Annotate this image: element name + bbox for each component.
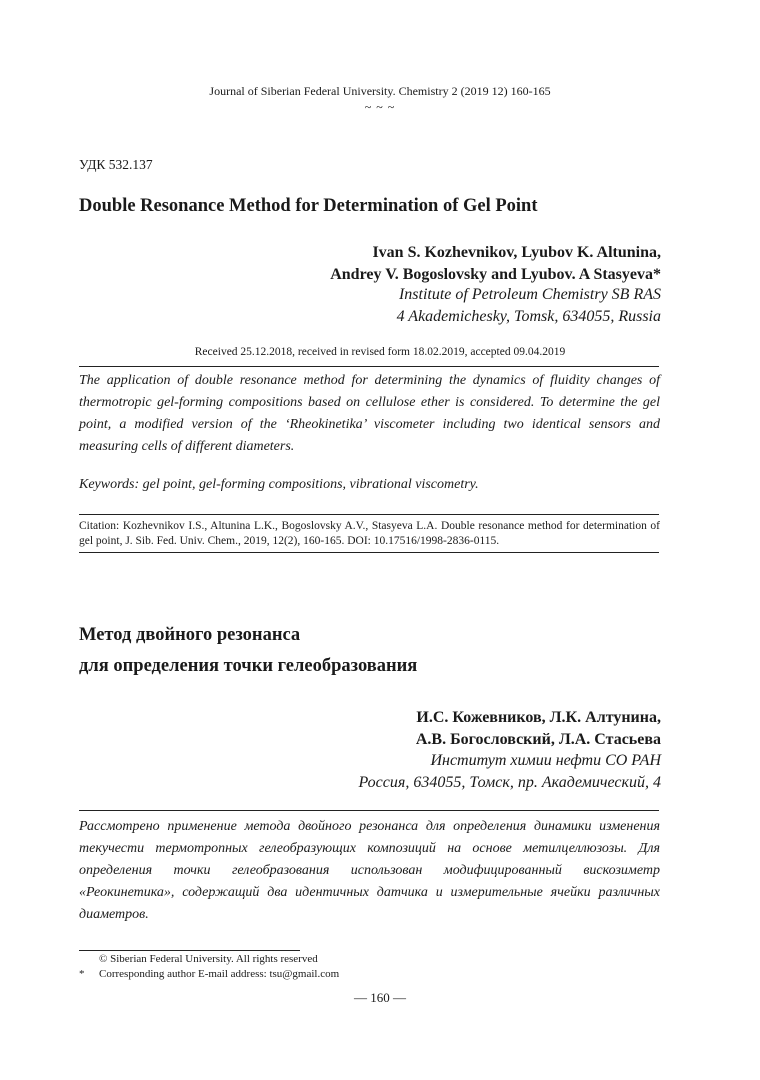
affiliation-en bbox=[397, 284, 661, 327]
affiliation-ru bbox=[358, 750, 661, 793]
abstract-ru: Рассмотрено применение метода двойного резонанса для определения динамики изменения текучести термотропных гелеобразующих композиций на основе метилцеллюзозы. Для определения точки гелеобразования использован модифицированный вискозиметр «Реокинетика», содержащий два идентичных датчика и измерительные ячейки различных диаметров. bbox=[79, 819, 660, 922]
authors-ru bbox=[416, 707, 661, 750]
authors-en bbox=[330, 242, 661, 285]
authors-en-line-1: Ivan S. Kozhevnikov, Lyubov K. Altunina, bbox=[372, 244, 661, 261]
citation: Citation: Kozhevnikov I.S., Altunina L.K., Bogoslovsky A.V., Stasyeva L.A. Double resonance method for determination of gel point, J. Sib. Fed. Univ. Chem., 2019, 12(2), 160-165. DOI: 10.17516/1998-2836-0115. bbox=[79, 520, 660, 547]
divider bbox=[79, 552, 659, 553]
abstract-en: The application of double resonance method for determining the dynamics of fluidity changes of thermotropic gel-forming compositions based on cellulose ether is considered. To determine the gel point, a modified version of the ‘Rheokinetika’ viscometer including two identical sensors and measuring cells of different diameters. bbox=[79, 373, 660, 454]
footnote-corresponding bbox=[79, 967, 339, 982]
affiliation-ru-line-2: Россия, 634055, Томск, пр. Академический, 4 bbox=[358, 773, 661, 791]
footnote-copyright bbox=[79, 952, 339, 967]
corresponding-text: Corresponding author E-mail address: tsu@gmail.com bbox=[99, 968, 340, 980]
paper-title-ru bbox=[79, 620, 417, 682]
udk-code: УДК 532.137 bbox=[79, 157, 153, 172]
divider bbox=[79, 810, 659, 811]
title-ru-line-1: Метод двойного резонанса bbox=[79, 625, 301, 645]
divider bbox=[79, 366, 659, 367]
footnotes bbox=[79, 952, 339, 982]
title-ru-line-2: для определения точки гелеобразования bbox=[79, 656, 418, 676]
authors-ru-line-1: И.С. Кожевников, Л.К. Алтунина, bbox=[416, 709, 661, 726]
affiliation-en-line-2: 4 Akademichesky, Tomsk, 634055, Russia bbox=[396, 307, 661, 325]
divider bbox=[79, 514, 659, 515]
authors-ru-line-2: А.В. Богословский, Л.А. Стасьева bbox=[415, 730, 661, 748]
journal-header: Journal of Siberian Federal University. Chemistry 2 (2019 12) 160-165 bbox=[209, 84, 551, 98]
paper-title-en: Double Resonance Method for Determination of Gel Point bbox=[79, 196, 538, 216]
copyright-text: © Siberian Federal University. All rights reserved bbox=[99, 953, 318, 965]
received-dates: Received 25.12.2018, received in revised form 18.02.2019, accepted 09.04.2019 bbox=[194, 346, 566, 358]
authors-en-line-2: Andrey V. Bogoslovsky and Lyubov. A Stasyeva* bbox=[330, 265, 661, 283]
keywords-en: Keywords: gel point, gel-forming compositions, vibrational viscometry. bbox=[79, 477, 479, 492]
page-number: — 160 — bbox=[354, 990, 406, 1005]
affiliation-en-line-1: Institute of Petroleum Chemistry SB RAS bbox=[398, 286, 661, 303]
header-ornament: ~ ~ ~ bbox=[364, 100, 396, 114]
affiliation-ru-line-1: Институт химии нефти СО РАН bbox=[430, 752, 661, 769]
footnote-mark: * bbox=[79, 968, 85, 980]
footnote-rule bbox=[79, 950, 300, 951]
